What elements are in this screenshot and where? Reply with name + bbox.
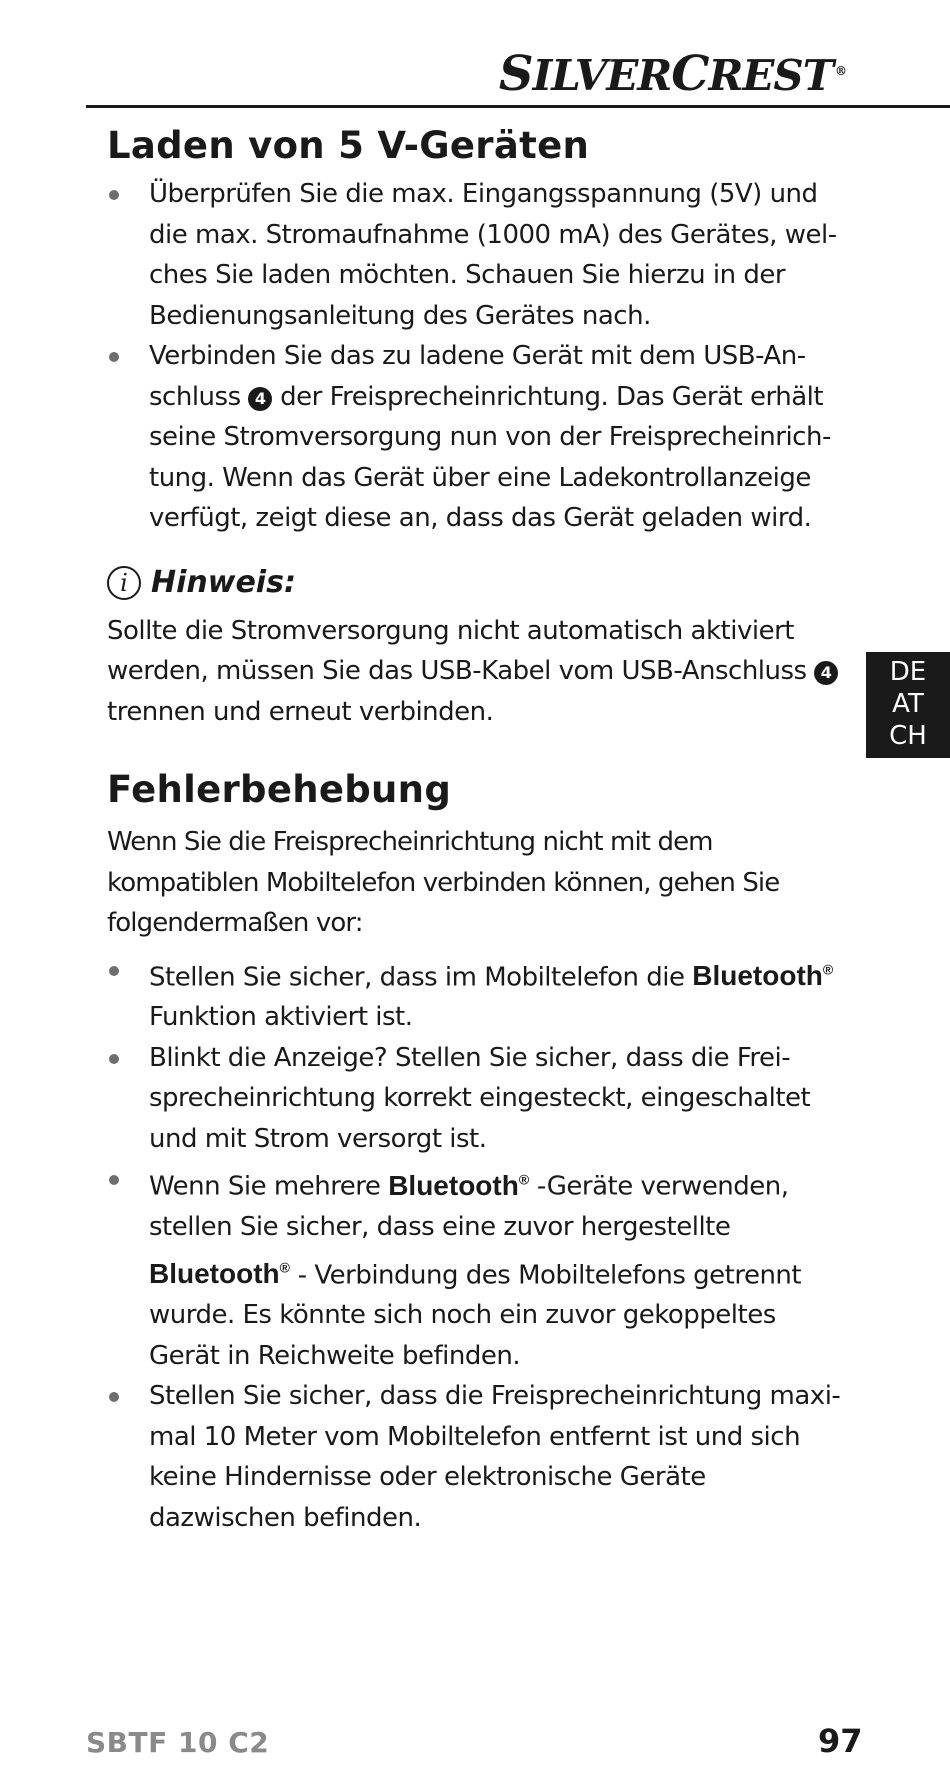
list-item: Stellen Sie sicher, dass die Freisprecheinrichtung maximal 10 Meter vom Mobiltelefon entfernt ist und sich keine Hindernisse oder elektronische Geräte dazwischen befinden. <box>107 1376 847 1538</box>
list-item: Blinkt die Anzeige? Stellen Sie sicher, dass die Freisprecheinrichtung korrekt eingesteckt, eingeschaltet und mit Strom versorgt ist. <box>107 1038 847 1160</box>
list-item: Verbinden Sie das zu ladene Gerät mit dem USB-Anschluss 4 der Freisprecheinrichtung. Das Gerät erhält seine Stromversorgung nun von der Freisprecheinrichtung. Wenn das Gerät über eine Ladekontrollanzeige verfügt, zeigt diese an, dass das Gerät geladen wird. <box>107 336 847 539</box>
page-number: 97 <box>818 1722 863 1760</box>
language-ch: CH <box>889 721 927 751</box>
list-item: Wenn Sie mehrere Bluetooth® -Geräte verwenden, stellen Sie sicher, dass eine zuvor hergestellte Bluetooth® - Verbindung des Mobiltelefons getrennt wurde. Es könnte sich noch ein zuvor gekoppeltes Gerät in Reichweite befinden. <box>107 1159 847 1376</box>
language-at: AT <box>892 689 924 719</box>
section-title-troubleshooting: Fehlerbehebung <box>107 768 452 811</box>
bluetooth-wordmark: Bluetooth® <box>388 1169 530 1201</box>
hint-heading <box>107 561 847 605</box>
usb-port-reference-number: 4 <box>814 661 838 685</box>
list-item: Überprüfen Sie die max. Eingangsspannung (5V) und die max. Stromaufnahme (1000 mA) des Gerätes, welches Sie laden möchten. Schauen Sie hierzu in der Bedienungsanleitung des Gerätes nach. <box>107 174 847 336</box>
brand-logo: SILVERCREST ® <box>498 46 846 102</box>
language-de: DE <box>889 657 927 687</box>
troubleshooting-list <box>107 950 847 1539</box>
list-item: Stellen Sie sicher, dass im Mobiltelefon die Bluetooth® Funktion aktiviert ist. <box>107 950 847 1038</box>
header-rule <box>86 105 950 108</box>
bluetooth-wordmark: Bluetooth® <box>149 1257 290 1289</box>
page-content <box>107 118 847 1538</box>
bluetooth-wordmark: Bluetooth® <box>692 959 834 991</box>
hint-title: Hinweis: <box>151 564 296 600</box>
footer-model-number: SBTF 10 C2 <box>86 1726 270 1759</box>
charging-steps-list <box>107 174 847 539</box>
troubleshooting-intro: Wenn Sie die Freisprecheinrichtung nicht mit dem kompatiblen Mobiltelefon verbinden können, gehen Sie folgendermaßen vor: <box>107 827 780 938</box>
info-icon: i <box>107 566 141 600</box>
hint-text: Sollte die Stromversorgung nicht automatisch aktiviert werden, müssen Sie das USB-Kabel vom USB-Anschluss 4 trennen und erneut verbinden. <box>107 611 847 733</box>
language-tab <box>866 652 950 758</box>
section-title-charging: Laden von 5 V-Geräten <box>107 124 590 167</box>
usb-port-reference-number: 4 <box>248 387 272 411</box>
